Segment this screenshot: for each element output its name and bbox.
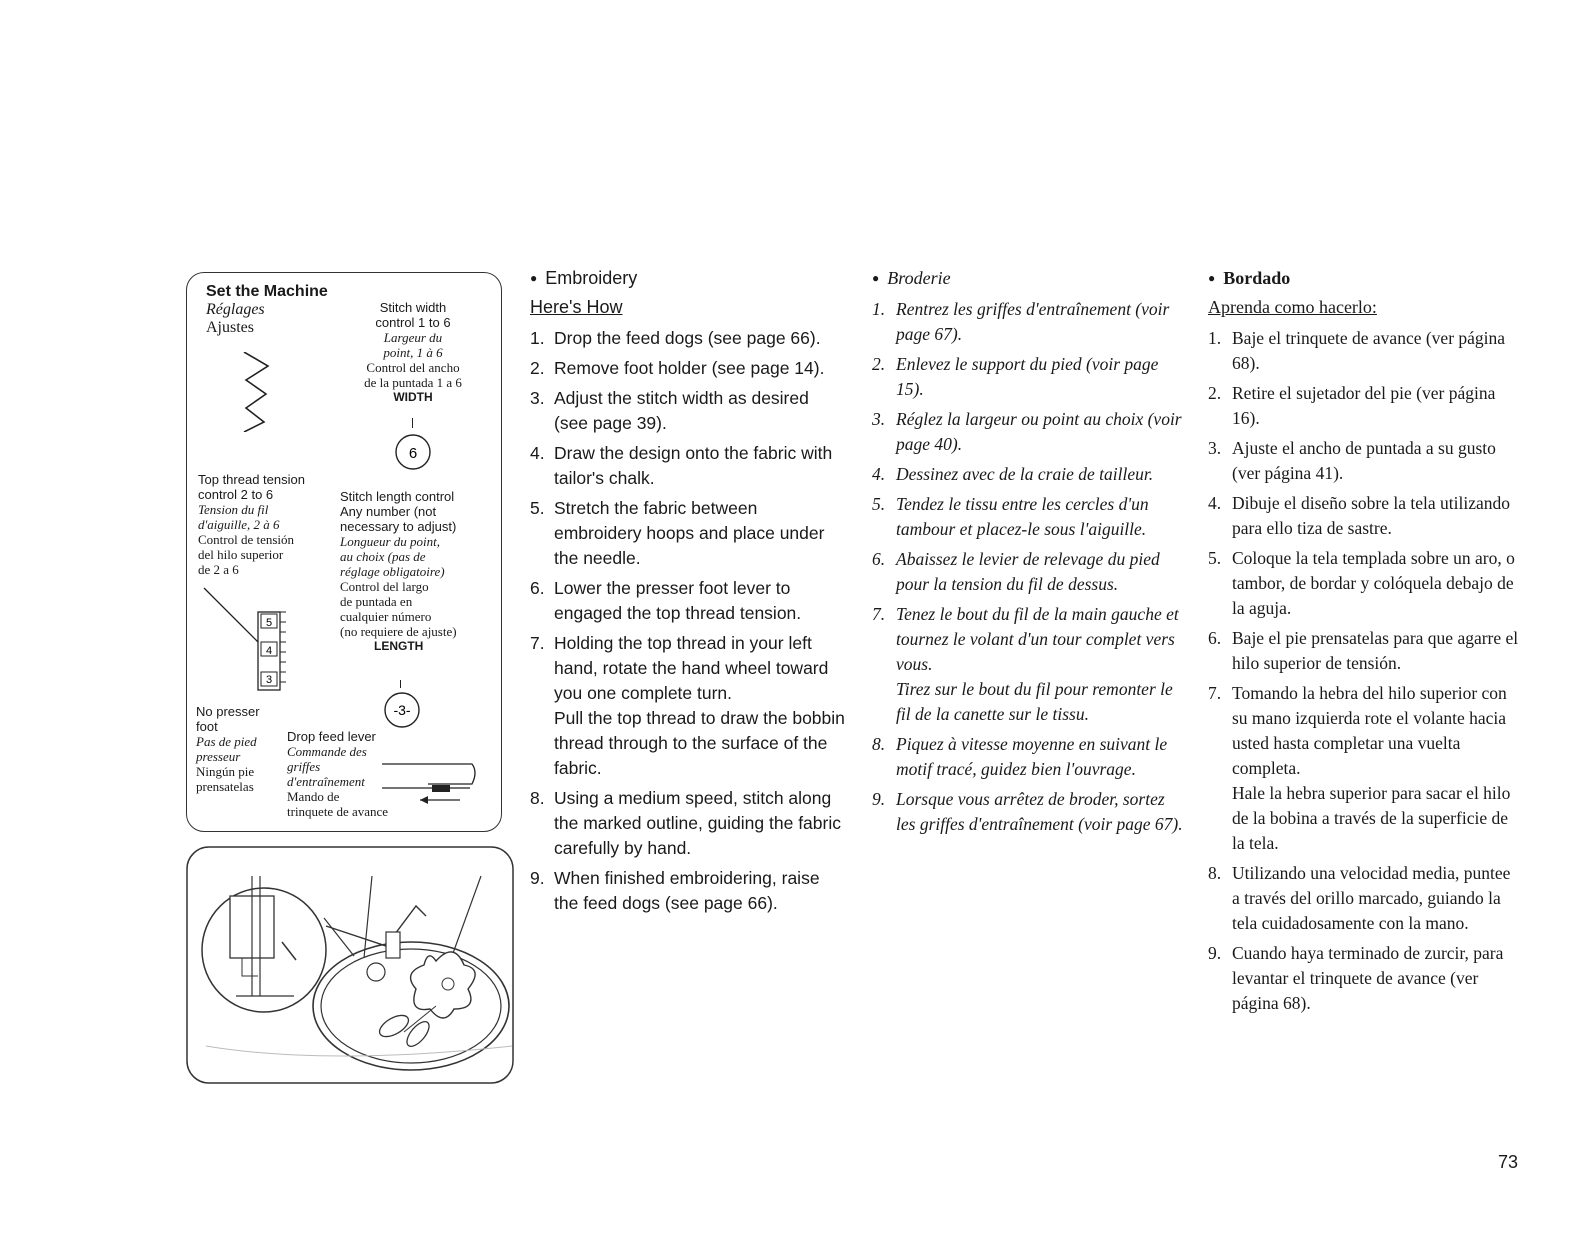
step-item <box>872 407 1186 457</box>
step-item <box>530 866 846 916</box>
spanish-title-text: Bordado <box>1223 268 1291 288</box>
feed-es-1: Mando de <box>287 789 340 804</box>
step-item <box>530 356 846 381</box>
feed-fr-3: d'entraînement <box>287 774 365 789</box>
step-item <box>530 786 846 861</box>
step-text: Draw the design onto the fabric with tailor's chalk. <box>554 443 833 488</box>
step-text: Holding the top thread in your left hand, rotate the hand wheel toward you one complete turn. <box>554 633 829 703</box>
step-number: 7. <box>530 633 545 653</box>
no-foot-fr-2: presseur <box>196 749 241 764</box>
tension-value-3: 3 <box>265 674 273 686</box>
step-text: Coloque la tela templada sobre un aro, o tambor, de bordar y colóquela debajo de la aguja. <box>1232 548 1515 618</box>
french-column <box>872 268 1186 842</box>
length-fr-3: réglage obligatoire) <box>340 564 445 579</box>
stitch-width-en-1: Stitch width <box>379 300 447 315</box>
step-number: 9. <box>872 789 886 809</box>
step-item <box>872 352 1186 402</box>
step-number: 4. <box>1208 493 1222 513</box>
step-text: Réglez la largeur ou point au choix (voir page 40). <box>896 409 1182 454</box>
step-item <box>1208 546 1522 621</box>
step-number: 7. <box>872 604 886 624</box>
step-text: Rentrez les griffes d'entraînement (voir page 67). <box>896 299 1170 344</box>
bullet-icon: ● <box>872 271 880 285</box>
step-item <box>1208 626 1522 676</box>
step-number: 3. <box>530 388 545 408</box>
step-item <box>530 326 846 351</box>
width-dial-icon <box>393 432 433 472</box>
step-number: 9. <box>530 868 545 888</box>
tension-en-1: Top thread tension <box>198 472 305 487</box>
step-text: Tenez le bout du fil de la main gauche et tournez le volant d'un tour complet vers vous. <box>896 604 1179 674</box>
step-text: Abaissez le levier de relevage du pied pour la tension du fil de dessus. <box>896 549 1160 594</box>
step-number: 3. <box>872 409 886 429</box>
spanish-steps <box>1208 326 1522 1016</box>
french-title <box>872 268 1186 289</box>
step-text: Lower the presser foot lever to engaged the top thread tension. <box>554 578 802 623</box>
step-item <box>872 732 1186 782</box>
width-pointer <box>412 418 413 428</box>
step-number: 8. <box>872 734 886 754</box>
step-item <box>530 386 846 436</box>
step-extra-text: Pull the top thread to draw the bobbin thread through to the surface of the fabric. <box>554 708 845 778</box>
stitch-width-fr-2: point, 1 à 6 <box>383 345 443 360</box>
width-dial-value: 6 <box>408 445 418 462</box>
step-item <box>530 631 846 781</box>
step-number: 5. <box>530 498 545 518</box>
length-es-2: de puntada en <box>340 594 413 609</box>
feed-fr-1: Commande des <box>287 744 367 759</box>
step-number: 6. <box>530 578 545 598</box>
step-number: 7. <box>1208 683 1222 703</box>
length-dial-value: -3- <box>393 702 411 718</box>
tension-en-2: control 2 to 6 <box>198 487 274 502</box>
step-item <box>530 441 846 491</box>
step-item <box>872 297 1186 347</box>
length-dial-icon <box>382 690 422 730</box>
step-text: Piquez à vitesse moyenne en suivant le motif tracé, guidez bien l'ouvrage. <box>896 734 1168 779</box>
step-text: Tomando la hebra del hilo superior con su mano izquierda rote el volante hacia usted hasta completar una vuelta completa. <box>1232 683 1507 778</box>
length-es-4: (no requiere de ajuste) <box>340 624 457 639</box>
step-number: 1. <box>530 328 545 348</box>
english-title <box>530 268 846 289</box>
length-en-3: necessary to adjust) <box>340 519 457 534</box>
set-machine-en: Set the Machine <box>206 283 328 300</box>
page-number: 73 <box>1498 1152 1519 1172</box>
step-item <box>1208 681 1522 856</box>
english-subtitle: Here's How <box>530 297 623 317</box>
step-text: Adjust the stitch width as desired (see page 39). <box>554 388 809 433</box>
step-text: Dessinez avec de la craie de tailleur. <box>896 464 1154 484</box>
step-text: Stretch the fabric between embroidery hoops and place under the needle. <box>554 498 825 568</box>
bullet-icon: ● <box>530 271 538 285</box>
step-number: 2. <box>1208 383 1222 403</box>
no-foot-en-1: No presser <box>196 704 260 719</box>
thread-tension-label <box>198 472 348 577</box>
step-number: 6. <box>1208 628 1222 648</box>
english-column <box>530 268 846 921</box>
step-number: 5. <box>872 494 886 514</box>
length-es-1: Control del largo <box>340 579 429 594</box>
french-title-text: Broderie <box>887 268 951 288</box>
no-foot-fr-1: Pas de pied <box>196 734 257 749</box>
step-item <box>1208 861 1522 936</box>
step-text: Retire el sujetador del pie (ver página 16). <box>1232 383 1496 428</box>
step-text: Enlevez le support du pied (voir page 15). <box>896 354 1159 399</box>
step-item <box>1208 381 1522 431</box>
step-item <box>872 547 1186 597</box>
step-text: Using a medium speed, stitch along the marked outline, guiding the fabric carefully by hand. <box>554 788 841 858</box>
step-text: Lorsque vous arrêtez de broder, sortez les griffes d'entraînement (voir page 67). <box>896 789 1183 834</box>
set-machine-fr: Réglages <box>206 301 265 318</box>
length-en-1: Stitch length control <box>340 489 455 504</box>
step-number: 8. <box>530 788 545 808</box>
step-extra-text: Tirez sur le bout du fil pour remonter le fil de la canette sur le tissu. <box>896 679 1173 724</box>
english-steps <box>530 326 846 916</box>
step-item <box>530 496 846 571</box>
length-fr-1: Longueur du point, <box>340 534 441 549</box>
step-item <box>872 787 1186 837</box>
step-number: 4. <box>872 464 886 484</box>
tension-fr-2: d'aiguille, 2 à 6 <box>198 517 280 532</box>
step-item <box>1208 436 1522 486</box>
set-machine-heading <box>206 283 328 337</box>
no-foot-es-1: Ningún pie <box>196 764 255 779</box>
step-text: Drop the feed dogs (see page 66). <box>554 328 821 348</box>
english-title-text: Embroidery <box>545 268 638 288</box>
tension-es-1: Control de tensión <box>198 532 295 547</box>
step-item <box>1208 326 1522 376</box>
tension-value-4: 4 <box>265 645 273 657</box>
stitch-width-fr-1: Largeur du <box>383 330 443 345</box>
step-number: 8. <box>1208 863 1222 883</box>
width-label: WIDTH <box>393 390 433 404</box>
step-item <box>872 492 1186 542</box>
step-number: 1. <box>1208 328 1222 348</box>
feed-lever-icon <box>380 758 480 806</box>
step-number: 4. <box>530 443 545 463</box>
step-number: 3. <box>1208 438 1222 458</box>
step-text: Utilizando una velocidad media, puntee a través del orillo marcado, guiando la tela cuidadosamente con la mano. <box>1232 863 1511 933</box>
stitch-width-label <box>352 300 474 405</box>
step-text: Remove foot holder (see page 14). <box>554 358 825 378</box>
no-presser-foot-label <box>196 704 286 794</box>
zigzag-stitch-icon <box>228 352 278 432</box>
feed-es-2: trinquete de avance <box>287 804 389 819</box>
tension-fr-1: Tension du fil <box>198 502 269 517</box>
step-number: 2. <box>530 358 545 378</box>
stitch-length-label <box>340 489 498 654</box>
feed-en: Drop feed lever <box>287 729 376 744</box>
step-text: Cuando haya terminado de zurcir, para levantar el trinquete de avance (ver página 68). <box>1232 943 1504 1013</box>
stitch-width-es-1: Control del ancho <box>366 360 460 375</box>
stitch-width-es-2: de la puntada 1 a 6 <box>364 375 462 390</box>
spanish-subtitle: Aprenda como hacerlo: <box>1208 297 1377 317</box>
step-number: 9. <box>1208 943 1222 963</box>
bullet-icon: ● <box>1208 271 1216 285</box>
spanish-column <box>1208 268 1522 1021</box>
set-machine-es: Ajustes <box>206 319 254 336</box>
step-text: Tendez le tissu entre les cercles d'un tambour et placez-le sous l'aiguille. <box>896 494 1149 539</box>
step-number: 6. <box>872 549 886 569</box>
tension-es-2: del hilo superior <box>198 547 284 562</box>
step-item <box>1208 941 1522 1016</box>
step-text: Ajuste el ancho de puntada a su gusto (ver página 41). <box>1232 438 1496 483</box>
step-item <box>530 576 846 626</box>
length-es-3: cualquier número <box>340 609 432 624</box>
no-foot-es-2: prensatelas <box>196 779 254 794</box>
no-foot-en-2: foot <box>196 719 218 734</box>
step-text: Baje el pie prensatelas para que agarre el hilo superior de tensión. <box>1232 628 1519 673</box>
tension-es-3: de 2 a 6 <box>198 562 239 577</box>
spanish-title <box>1208 268 1522 289</box>
step-text: Dibuje el diseño sobre la tela utilizando para ello tiza de sastre. <box>1232 493 1510 538</box>
step-text: When finished embroidering, raise the feed dogs (see page 66). <box>554 868 820 913</box>
stitch-width-en-2: control 1 to 6 <box>375 315 451 330</box>
step-number: 2. <box>872 354 886 374</box>
tension-dial-icon <box>200 582 300 694</box>
step-item <box>872 602 1186 727</box>
step-number: 5. <box>1208 548 1222 568</box>
step-text: Baje el trinquete de avance (ver página 68). <box>1232 328 1506 373</box>
french-steps <box>872 297 1186 837</box>
step-extra-text: Hale la hebra superior para sacar el hilo de la bobina a través de la superficie de la tela. <box>1232 783 1511 853</box>
length-fr-2: au choix (pas de <box>340 549 426 564</box>
step-number: 1. <box>872 299 886 319</box>
length-pointer <box>400 680 401 688</box>
feed-fr-2: griffes <box>287 759 321 774</box>
tension-value-5: 5 <box>265 617 273 629</box>
step-item <box>872 462 1186 487</box>
length-label: LENGTH <box>374 639 424 653</box>
length-en-2: Any number (not <box>340 504 437 519</box>
step-item <box>1208 491 1522 541</box>
embroidery-illustration <box>186 846 514 1084</box>
